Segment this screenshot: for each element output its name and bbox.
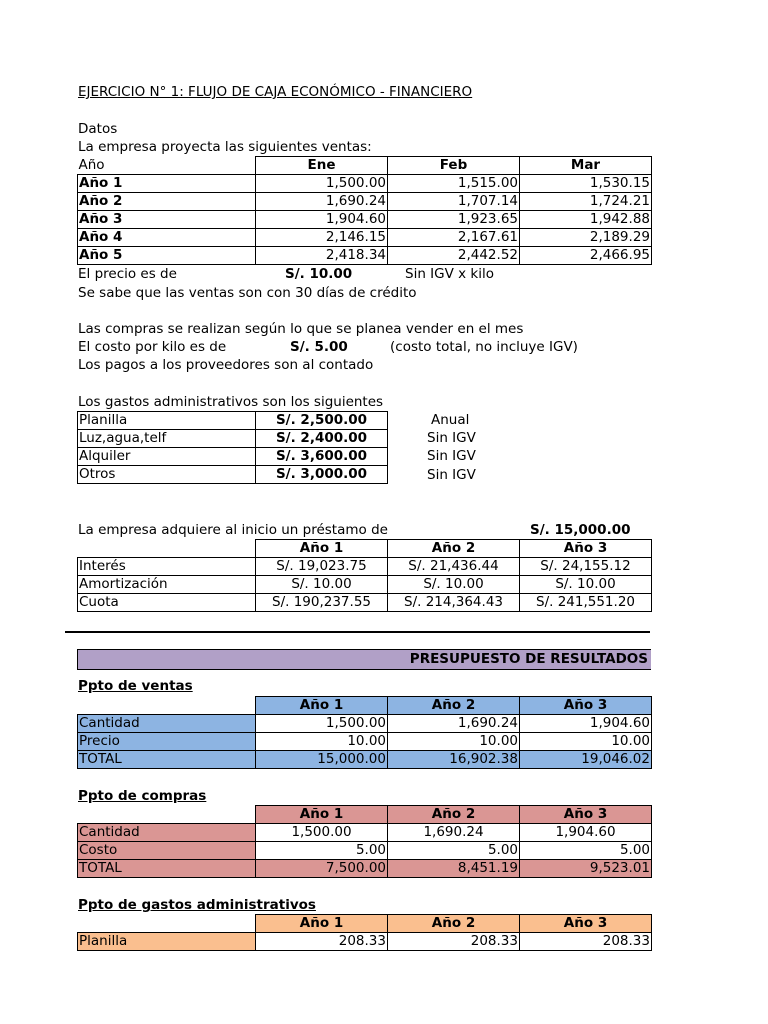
ventas-table — [77, 156, 652, 265]
column-header: Año 2 — [388, 806, 520, 824]
ppto-ventas-title: Ppto de ventas — [78, 678, 193, 694]
document-title: EJERCICIO N° 1: FLUJO DE CAJA ECONÓMICO - FINANCIERO — [78, 84, 473, 100]
ppto-gastos-table — [77, 914, 652, 951]
table-cell: 1,515.00 — [388, 175, 520, 193]
table-cell: 2,466.95 — [520, 247, 652, 265]
gastos-note: Anual — [431, 412, 470, 428]
table-row — [78, 697, 652, 715]
column-header: Año 2 — [388, 697, 520, 715]
table-cell: 1,530.15 — [520, 175, 652, 193]
table-row — [78, 558, 652, 576]
gastos-note: Sin IGV — [427, 430, 476, 446]
costo-note: (costo total, no incluye IGV) — [390, 339, 578, 355]
table-cell: S/. 21,436.44 — [388, 558, 520, 576]
table-row — [78, 715, 652, 733]
table-cell: 9,523.01 — [520, 860, 652, 878]
table-row — [78, 576, 652, 594]
column-header: Año 1 — [256, 540, 388, 558]
table-cell: 1,904.60 — [520, 715, 652, 733]
column-header: Año 3 — [520, 697, 652, 715]
table-cell: 2,146.15 — [256, 229, 388, 247]
table-row — [78, 824, 652, 842]
table-cell: S/. 3,600.00 — [256, 448, 388, 466]
table-cell — [78, 806, 256, 824]
gastos-intro: Los gastos administrativos son los siguientes — [78, 394, 384, 410]
table-cell: 5.00 — [388, 842, 520, 860]
credito-line: Se sabe que las ventas son con 30 días de crédito — [78, 285, 417, 301]
table-row — [78, 211, 652, 229]
table-cell: 7,500.00 — [256, 860, 388, 878]
ppto-compras-table — [77, 805, 652, 878]
row-header: Cantidad — [78, 824, 256, 842]
prestamo-label: La empresa adquiere al inicio un préstamo de — [78, 522, 388, 538]
row-header: Luz,agua,telf — [78, 430, 256, 448]
table-cell: 15,000.00 — [256, 751, 388, 769]
costo-label: El costo por kilo es de — [78, 339, 227, 355]
table-cell: S/. 19,023.75 — [256, 558, 388, 576]
table-cell: 1,707.14 — [388, 193, 520, 211]
row-header: TOTAL — [78, 860, 256, 878]
section-divider — [65, 631, 650, 633]
table-row — [78, 448, 388, 466]
table-cell: 16,902.38 — [388, 751, 520, 769]
table-cell: 10.00 — [520, 733, 652, 751]
table-cell — [78, 915, 256, 933]
table-row — [78, 466, 388, 484]
precio-note: Sin IGV x kilo — [405, 266, 494, 282]
table-row — [78, 860, 652, 878]
row-header: Interés — [78, 558, 256, 576]
table-cell: 2,442.52 — [388, 247, 520, 265]
ppto-ventas-table — [77, 696, 652, 769]
row-header: Cuota — [78, 594, 256, 612]
banner-label: PRESUPUESTO DE RESULTADOS — [409, 651, 648, 667]
row-header: Cantidad — [78, 715, 256, 733]
table-cell: 208.33 — [520, 933, 652, 951]
table-row — [78, 915, 652, 933]
table-row — [78, 540, 652, 558]
table-row — [78, 806, 652, 824]
table-cell: 5.00 — [256, 842, 388, 860]
table-row — [78, 193, 652, 211]
table-cell: 1,690.24 — [388, 715, 520, 733]
table-cell — [78, 540, 256, 558]
row-header: Planilla — [78, 933, 256, 951]
table-row — [78, 751, 652, 769]
table-cell: 1,724.21 — [520, 193, 652, 211]
table-row — [78, 247, 652, 265]
row-header: Amortización — [78, 576, 256, 594]
column-header: Año 2 — [388, 540, 520, 558]
precio-value: S/. 10.00 — [285, 266, 353, 282]
column-header: Año 3 — [520, 915, 652, 933]
table-cell: S/. 3,000.00 — [256, 466, 388, 484]
datos-label: Datos — [78, 121, 118, 137]
costo-value: S/. 5.00 — [290, 339, 348, 355]
column-header: Año 1 — [256, 697, 388, 715]
column-header: Año 1 — [256, 806, 388, 824]
table-cell: 5.00 — [520, 842, 652, 860]
row-header: Otros — [78, 466, 256, 484]
presupuesto-banner — [77, 649, 651, 670]
table-cell: S/. 10.00 — [256, 576, 388, 594]
column-header: Año 3 — [520, 540, 652, 558]
compras-line: Las compras se realizan según lo que se planea vender en el mes — [78, 321, 524, 337]
table-cell: S/. 2,400.00 — [256, 430, 388, 448]
table-cell: Año — [78, 156, 105, 173]
column-header: Año 1 — [256, 915, 388, 933]
table-cell: 208.33 — [256, 933, 388, 951]
table-cell: 208.33 — [388, 933, 520, 951]
prestamo-value: S/. 15,000.00 — [530, 522, 631, 538]
ppto-gastos-title: Ppto de gastos administrativos — [78, 897, 316, 913]
row-header: Precio — [78, 733, 256, 751]
row-header: Año 2 — [78, 193, 256, 211]
prestamo-table — [77, 539, 652, 612]
gastos-note: Sin IGV — [427, 467, 476, 483]
row-header: Año 1 — [78, 175, 256, 193]
row-header: Año 4 — [78, 229, 256, 247]
column-header: Año 2 — [388, 915, 520, 933]
table-cell: S/. 10.00 — [388, 576, 520, 594]
table-row — [78, 594, 652, 612]
table-cell: 1,690.24 — [388, 824, 520, 842]
column-header: Feb — [388, 157, 520, 175]
column-header: Mar — [520, 157, 652, 175]
row-header: Año 3 — [78, 211, 256, 229]
ventas-intro: La empresa proyecta las siguientes ventas: — [78, 139, 372, 155]
table-row — [78, 412, 388, 430]
row-header: Costo — [78, 842, 256, 860]
table-row — [78, 933, 652, 951]
ppto-compras-title: Ppto de compras — [78, 788, 207, 804]
table-cell: 19,046.02 — [520, 751, 652, 769]
table-cell: S/. 2,500.00 — [256, 412, 388, 430]
table-cell: 1,904.60 — [520, 824, 652, 842]
table-cell: 10.00 — [388, 733, 520, 751]
pagos-line: Los pagos a los proveedores son al contado — [78, 357, 374, 373]
column-header: Ene — [256, 157, 388, 175]
table-cell: 8,451.19 — [388, 860, 520, 878]
table-cell: 1,690.24 — [256, 193, 388, 211]
table-row — [78, 733, 652, 751]
table-cell: 1,904.60 — [256, 211, 388, 229]
row-header: Año 5 — [78, 247, 256, 265]
table-cell: 1,500.00 — [256, 824, 388, 842]
table-row — [78, 157, 652, 175]
table-cell: 1,500.00 — [256, 715, 388, 733]
table-cell — [78, 697, 256, 715]
row-header: TOTAL — [78, 751, 256, 769]
table-row — [78, 175, 652, 193]
table-row — [78, 229, 652, 247]
table-cell: S/. 190,237.55 — [256, 594, 388, 612]
gastos-note: Sin IGV — [427, 448, 476, 464]
row-header: Alquiler — [78, 448, 256, 466]
gastos-table — [77, 411, 388, 484]
precio-label: El precio es de — [78, 266, 177, 282]
table-cell: 2,189.29 — [520, 229, 652, 247]
table-cell: 2,418.34 — [256, 247, 388, 265]
table-row — [78, 842, 652, 860]
table-cell: S/. 214,364.43 — [388, 594, 520, 612]
table-cell: 2,167.61 — [388, 229, 520, 247]
table-cell: 1,923.65 — [388, 211, 520, 229]
table-cell: S/. 10.00 — [520, 576, 652, 594]
table-row — [78, 430, 388, 448]
table-cell: S/. 241,551.20 — [520, 594, 652, 612]
column-header: Año 3 — [520, 806, 652, 824]
row-header: Planilla — [78, 412, 256, 430]
table-cell: 1,500.00 — [256, 175, 388, 193]
table-cell: 1,942.88 — [520, 211, 652, 229]
table-cell: S/. 24,155.12 — [520, 558, 652, 576]
table-cell: 10.00 — [256, 733, 388, 751]
